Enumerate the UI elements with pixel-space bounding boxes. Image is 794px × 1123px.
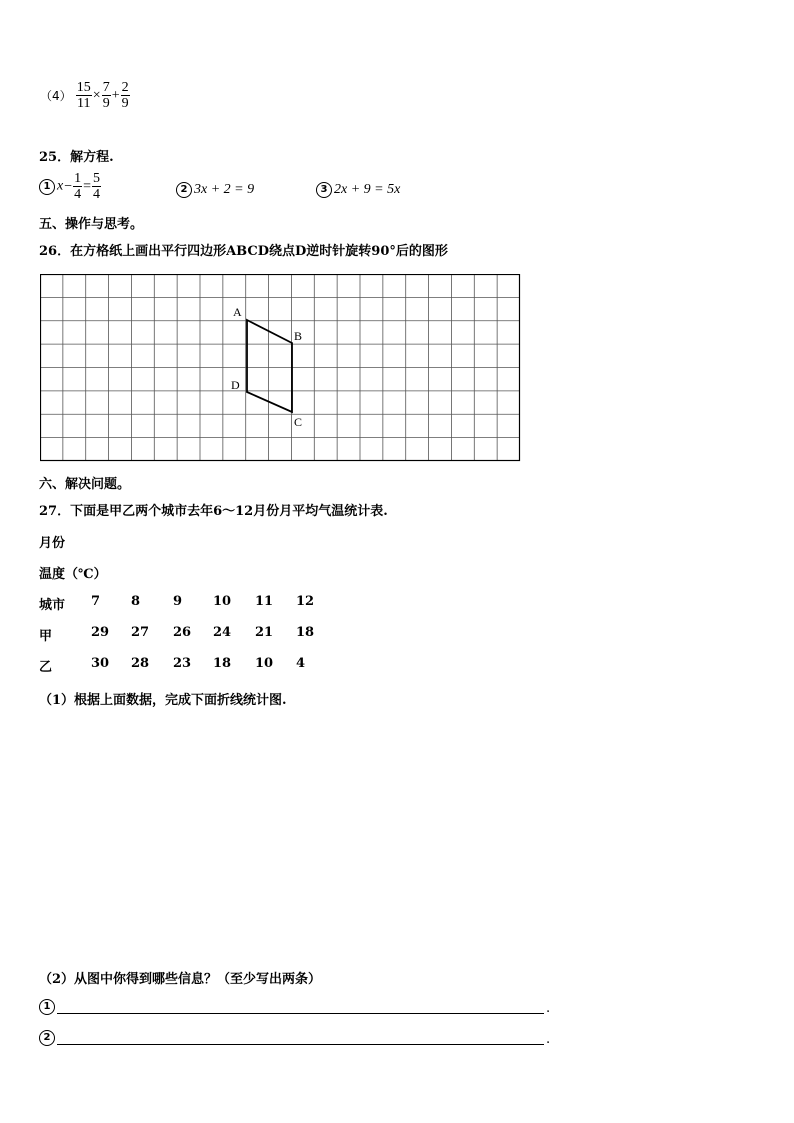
q25-e2-text: 3x + 2 = 9 xyxy=(194,182,255,197)
answer-blank-1[interactable] xyxy=(57,1013,544,1014)
q27-header-cell-5: 11 xyxy=(255,594,274,609)
q27-title: 27．下面是甲乙两个城市去年6～12月份月平均气温统计表. xyxy=(39,504,388,519)
q24-label: （4） xyxy=(40,89,72,103)
q24-frac3-denominator: 9 xyxy=(121,96,129,111)
q27-row-temp-label: 温度（℃） xyxy=(39,567,107,582)
q25-e1-f1-denominator: 4 xyxy=(74,187,82,202)
q27-jia-cell-0: 甲 xyxy=(39,629,53,644)
q25-e1-variable: x xyxy=(57,178,64,194)
q24-frac1-denominator: 11 xyxy=(77,96,91,111)
q25-e1-f2-numerator: 5 xyxy=(93,171,101,186)
section-6-heading: 六、解决问题。 xyxy=(39,477,131,492)
q25-equation-2 xyxy=(176,182,254,198)
answer-blank-2[interactable] xyxy=(57,1044,544,1045)
q27-yi-cell-1: 30 xyxy=(91,656,110,671)
q24-operator-1: × xyxy=(92,87,101,103)
q27-yi-cell-6: 4 xyxy=(296,656,306,671)
q27-header-cell-4: 10 xyxy=(213,594,232,609)
answer-line-1-period: . xyxy=(546,1001,551,1016)
point-label-c: C xyxy=(294,415,303,429)
point-label-b: B xyxy=(294,329,303,343)
parallelogram-abcd xyxy=(247,320,292,412)
q27-header-cell-1: 7 xyxy=(91,594,101,609)
q25-e3-text: 2x + 9 = 5x xyxy=(334,182,401,197)
q26-grid-paper xyxy=(40,274,521,462)
point-label-d: D xyxy=(231,378,240,392)
q25-equation-1 xyxy=(39,171,101,202)
q25-e1-minus: − xyxy=(64,178,73,194)
q27-yi-cell-2: 28 xyxy=(131,656,150,671)
q27-jia-cell-4: 24 xyxy=(213,625,232,640)
q27-yi-cell-0: 乙 xyxy=(39,660,53,675)
q27-jia-cell-2: 27 xyxy=(131,625,150,640)
q25-e1-fraction-1 xyxy=(73,171,82,202)
q24-frac3-numerator: 2 xyxy=(121,80,129,95)
answer-line-2 xyxy=(39,1030,57,1046)
q27-part-1: （1）根据上面数据，完成下面折线统计图. xyxy=(39,693,287,708)
q27-jia-cell-1: 29 xyxy=(91,625,110,640)
q24-fraction-1 xyxy=(76,80,92,111)
answer-line-1 xyxy=(39,999,57,1015)
q27-jia-cell-3: 26 xyxy=(173,625,192,640)
q24-fraction-2 xyxy=(102,80,111,111)
circled-number-1-icon: 1 xyxy=(39,179,55,195)
q24-frac1-numerator: 15 xyxy=(76,80,91,95)
q27-header-cell-2: 8 xyxy=(131,594,141,609)
q25-equation-3 xyxy=(316,182,400,198)
answer-line-2-period: . xyxy=(546,1032,551,1047)
q24-operator-2: + xyxy=(111,87,120,103)
circled-number-3-icon: 3 xyxy=(316,182,332,198)
q27-yi-cell-4: 18 xyxy=(213,656,232,671)
q24-frac2-numerator: 7 xyxy=(102,80,110,95)
section-5-heading: 五、操作与思考。 xyxy=(39,217,144,232)
circled-number-2-icon: 2 xyxy=(176,182,192,198)
q27-header-cell-0: 城市 xyxy=(39,598,66,613)
q27-header-cell-3: 9 xyxy=(173,594,183,609)
q25-title: 25．解方程. xyxy=(39,150,114,165)
q25-e1-fraction-2 xyxy=(92,171,101,202)
q27-part-2: （2）从图中你得到哪些信息？（至少写出两条） xyxy=(39,972,322,987)
q26-title: 26．在方格纸上画出平行四边形ABCD绕点D逆时针旋转90°后的图形 xyxy=(39,244,448,259)
circled-number-2-icon: 2 xyxy=(39,1030,55,1046)
q24-frac2-denominator: 9 xyxy=(102,96,110,111)
q25-e1-f2-denominator: 4 xyxy=(93,187,101,202)
q27-yi-cell-5: 10 xyxy=(255,656,274,671)
q27-header-cell-6: 12 xyxy=(296,594,315,609)
q27-row-month-label: 月份 xyxy=(39,536,66,551)
q24-expression xyxy=(40,80,130,111)
q25-e1-equals: = xyxy=(83,178,92,194)
q27-jia-cell-6: 18 xyxy=(296,625,315,640)
q25-e1-f1-numerator: 1 xyxy=(74,171,82,186)
q24-fraction-3 xyxy=(121,80,130,111)
q27-yi-cell-3: 23 xyxy=(173,656,192,671)
q27-jia-cell-5: 21 xyxy=(255,625,274,640)
circled-number-1-icon: 1 xyxy=(39,999,55,1015)
point-label-a: A xyxy=(233,305,242,319)
